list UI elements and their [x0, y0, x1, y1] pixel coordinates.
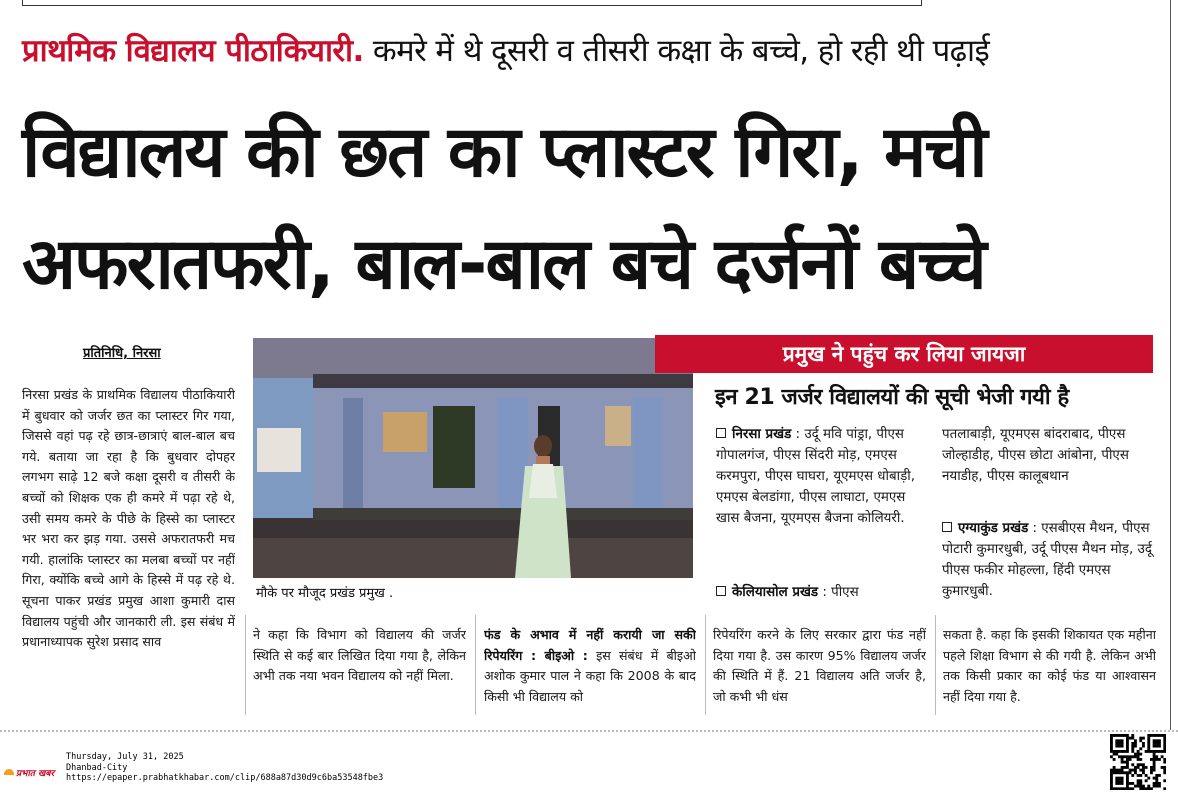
qr-module: [1163, 734, 1166, 737]
qr-module: [1126, 742, 1129, 745]
qr-module: [1115, 779, 1118, 782]
keliyasol-label: केलियासोल प्रखंड: [732, 585, 819, 600]
qr-module: [1153, 755, 1156, 758]
qr-module: [1155, 774, 1158, 777]
top-frame-line: [22, 0, 922, 6]
qr-module: [1126, 774, 1129, 777]
qr-module: [1123, 787, 1126, 790]
qr-module: [1155, 750, 1158, 753]
qr-module: [1134, 753, 1137, 756]
column-divider: [705, 615, 706, 715]
qr-module: [1126, 787, 1129, 790]
qr-module: [1137, 753, 1140, 756]
qr-module: [1131, 769, 1134, 772]
qr-module: [1121, 766, 1124, 769]
qr-module: [1147, 734, 1150, 737]
qr-module: [1147, 737, 1150, 740]
qr-module: [1123, 734, 1126, 737]
footer-divider: [0, 730, 1178, 734]
qr-module: [1139, 774, 1142, 777]
qr-module: [1153, 750, 1156, 753]
qr-module: [1161, 766, 1164, 769]
qr-module: [1131, 745, 1134, 748]
qr-module: [1126, 739, 1129, 742]
qr-module: [1113, 787, 1116, 790]
qr-module: [1155, 755, 1158, 758]
sun-logo-icon: [4, 769, 14, 775]
qr-module: [1115, 787, 1118, 790]
qr-code-icon[interactable]: [1110, 734, 1166, 790]
qr-module: [1150, 758, 1153, 761]
qr-module: [1139, 763, 1142, 766]
qr-module: [1121, 750, 1124, 753]
qr-module: [1153, 734, 1156, 737]
qr-module: [1147, 785, 1150, 788]
qr-module: [1123, 771, 1126, 774]
qr-module: [1110, 774, 1113, 777]
qr-module: [1161, 734, 1164, 737]
qr-module: [1137, 779, 1140, 782]
qr-module: [1142, 763, 1145, 766]
qr-module: [1150, 766, 1153, 769]
qr-module: [1158, 785, 1161, 788]
qr-module: [1126, 763, 1129, 766]
qr-module: [1131, 755, 1134, 758]
checkbox-bullet-icon: [716, 428, 726, 438]
byline: प्रतिनिधि, निरसा: [83, 346, 161, 361]
qr-module: [1142, 737, 1145, 740]
qr-module: [1158, 782, 1161, 785]
qr-module: [1126, 766, 1129, 769]
subheading-beo: फंड के अभाव में नहीं करायी जा सकी रिपेयरिंग : बीइओ :: [484, 627, 696, 663]
qr-module: [1134, 755, 1137, 758]
publisher-logo-text: प्रभात खबर: [16, 769, 55, 779]
qr-module: [1115, 777, 1118, 780]
qr-module: [1142, 766, 1145, 769]
school-photo-illustration: [253, 338, 693, 578]
qr-module: [1163, 769, 1166, 772]
column-divider: [245, 615, 246, 715]
qr-module: [1155, 782, 1158, 785]
column-divider: [475, 615, 476, 715]
clip-meta: [66, 752, 383, 784]
right-column-rule: [1170, 0, 1171, 730]
qr-module: [1131, 737, 1134, 740]
qr-module: [1139, 753, 1142, 756]
checkbox-bullet-icon: [716, 586, 726, 596]
qr-module: [1145, 787, 1148, 790]
checkbox-bullet-icon: [942, 522, 952, 532]
qr-module: [1155, 742, 1158, 745]
qr-module: [1121, 779, 1124, 782]
qr-module: [1139, 758, 1142, 761]
qr-module: [1161, 750, 1164, 753]
qr-module: [1153, 742, 1156, 745]
qr-module: [1158, 745, 1161, 748]
qr-module: [1139, 787, 1142, 790]
qr-module: [1110, 771, 1113, 774]
qr-module: [1134, 766, 1137, 769]
qr-module: [1118, 734, 1121, 737]
qr-module: [1115, 750, 1118, 753]
qr-module: [1153, 766, 1156, 769]
qr-module: [1110, 745, 1113, 748]
qr-module: [1139, 739, 1142, 742]
nirsa-schools: : उर्दू मवि पांड्रा, पीएस गोपालगंज, पीएस सिंदरी मोड़, एमएस करमपुरा, पीएस घाघरा, यूएमएस धोबाड़ी, एमएस बेलडांगा, पीएस लाघाटा, एमएस खास बैजना, यूएमएस बैजना कोलियरी.: [716, 427, 915, 526]
qr-module: [1126, 750, 1129, 753]
qr-module: [1137, 782, 1140, 785]
qr-module: [1110, 747, 1113, 750]
qr-module: [1126, 734, 1129, 737]
qr-module: [1163, 750, 1166, 753]
qr-module: [1118, 745, 1121, 748]
qr-module: [1110, 787, 1113, 790]
qr-module: [1121, 739, 1124, 742]
qr-module: [1129, 782, 1132, 785]
qr-module: [1118, 742, 1121, 745]
qr-module: [1126, 747, 1129, 750]
qr-module: [1126, 777, 1129, 780]
qr-module: [1163, 771, 1166, 774]
qr-module: [1158, 758, 1161, 761]
qr-module: [1155, 779, 1158, 782]
qr-module: [1115, 769, 1118, 772]
qr-module: [1113, 771, 1116, 774]
qr-module: [1126, 782, 1129, 785]
qr-module: [1153, 785, 1156, 788]
qr-module: [1110, 742, 1113, 745]
qr-module: [1158, 750, 1161, 753]
story-column-3: [484, 625, 696, 717]
qr-module: [1126, 758, 1129, 761]
qr-module: [1155, 734, 1158, 737]
qr-module: [1163, 787, 1166, 790]
story-column-4: रिपेयरिंग करने के लिए सरकार द्वारा फंड नहीं दिया गया है. उस कारण 95% विद्यालय जर्जर की स्थिति में हैं. 21 विद्यालय अति जर्जर है, जो कभी भी धंस: [713, 627, 926, 704]
qr-module: [1110, 777, 1113, 780]
qr-module: [1110, 739, 1113, 742]
qr-module: [1118, 782, 1121, 785]
qr-module: [1139, 779, 1142, 782]
qr-module: [1126, 737, 1129, 740]
qr-module: [1142, 785, 1145, 788]
qr-module: [1137, 750, 1140, 753]
qr-module: [1121, 782, 1124, 785]
qr-module: [1113, 766, 1116, 769]
qr-module: [1110, 750, 1113, 753]
qr-module: [1129, 758, 1132, 761]
qr-module: [1113, 734, 1116, 737]
qr-module: [1129, 771, 1132, 774]
qr-module: [1113, 758, 1116, 761]
qr-module: [1115, 739, 1118, 742]
qr-module: [1113, 750, 1116, 753]
publisher-logo: [4, 766, 54, 779]
qr-module: [1131, 763, 1134, 766]
qr-module: [1163, 739, 1166, 742]
qr-module: [1131, 787, 1134, 790]
qr-module: [1155, 745, 1158, 748]
qr-module: [1131, 742, 1134, 745]
qr-module: [1134, 745, 1137, 748]
qr-module: [1153, 753, 1156, 756]
qr-module: [1150, 734, 1153, 737]
qr-module: [1129, 787, 1132, 790]
qr-module: [1153, 777, 1156, 780]
qr-module: [1153, 739, 1156, 742]
kicker-text: कमरे में थे दूसरी व तीसरी कक्षा के बच्चे, हो रही थी पढ़ाई: [363, 33, 990, 69]
qr-module: [1155, 758, 1158, 761]
story-column-3-text: इस संबंध में बीइओ अशोक कुमार पाल ने कहा कि 2008 के बाद किसी भी विद्यालय को: [484, 647, 696, 704]
qr-module: [1121, 771, 1124, 774]
headline: [22, 96, 1167, 320]
qr-module: [1163, 747, 1166, 750]
qr-module: [1145, 766, 1148, 769]
qr-module: [1153, 758, 1156, 761]
qr-module: [1158, 774, 1161, 777]
qr-module: [1110, 734, 1113, 737]
qr-module: [1129, 769, 1132, 772]
qr-module: [1129, 755, 1132, 758]
qr-module: [1145, 779, 1148, 782]
qr-module: [1158, 739, 1161, 742]
qr-module: [1142, 742, 1145, 745]
keliyasol-schools-start: : पीएस: [818, 585, 859, 600]
sidebar-banner: प्रमुख ने पहुंच कर लिया जायजा: [655, 335, 1153, 373]
qr-module: [1134, 739, 1137, 742]
story-column-5: सकता है. कहा कि इसकी शिकायत एक महीना पहले शिक्षा विभाग से की गयी है. लेकिन अभी तक किसी प्रकार का कोई फंड या आश्वासन नहीं दिया गया है.: [943, 627, 1156, 704]
headline-line-1: विद्यालय की छत का प्लास्टर गिरा, मची: [22, 110, 986, 193]
qr-module: [1137, 785, 1140, 788]
qr-module: [1142, 745, 1145, 748]
qr-module: [1142, 787, 1145, 790]
qr-module: [1142, 771, 1145, 774]
qr-module: [1110, 779, 1113, 782]
qr-module: [1110, 737, 1113, 740]
qr-module: [1131, 782, 1134, 785]
nirsa-label: निरसा प्रखंड: [732, 427, 792, 442]
qr-module: [1121, 761, 1124, 764]
qr-module: [1118, 750, 1121, 753]
qr-module: [1147, 750, 1150, 753]
qr-module: [1150, 787, 1153, 790]
qr-module: [1118, 769, 1121, 772]
qr-module: [1137, 758, 1140, 761]
qr-module: [1155, 785, 1158, 788]
qr-module: [1123, 755, 1126, 758]
qr-module: [1115, 782, 1118, 785]
column-divider: [935, 615, 936, 715]
qr-module: [1126, 771, 1129, 774]
photo-caption: मौके पर मौजूद प्रखंड प्रमुख .: [256, 586, 394, 601]
qr-module: [1118, 755, 1121, 758]
qr-module: [1115, 745, 1118, 748]
qr-module: [1115, 734, 1118, 737]
qr-module: [1153, 745, 1156, 748]
qr-module: [1113, 769, 1116, 772]
qr-module: [1110, 785, 1113, 788]
qr-module: [1139, 769, 1142, 772]
qr-module: [1126, 755, 1129, 758]
qr-module: [1150, 769, 1153, 772]
qr-module: [1139, 737, 1142, 740]
qr-module: [1139, 782, 1142, 785]
qr-module: [1163, 742, 1166, 745]
qr-module: [1147, 739, 1150, 742]
clip-edition: Dhanbad-City: [66, 762, 128, 773]
keliyasol-block-continued: पतलाबाड़ी, यूएमएस बांदराबाद, पीएस जोल्हाडीह, पीएस छोटा आंबोना, पीएस नयाडीह, पीएस कालूबथान: [942, 427, 1129, 484]
qr-module: [1139, 747, 1142, 750]
qr-module: [1153, 761, 1156, 764]
qr-module: [1163, 737, 1166, 740]
egyarkund-label: एग्याकुंड प्रखंड: [958, 521, 1029, 536]
qr-module: [1153, 763, 1156, 766]
qr-module: [1163, 758, 1166, 761]
qr-module: [1134, 785, 1137, 788]
qr-module: [1110, 782, 1113, 785]
qr-module: [1158, 742, 1161, 745]
qr-module: [1121, 755, 1124, 758]
qr-module: [1123, 766, 1126, 769]
qr-module: [1142, 769, 1145, 772]
qr-module: [1147, 742, 1150, 745]
qr-module: [1118, 739, 1121, 742]
qr-module: [1126, 761, 1129, 764]
qr-module: [1126, 785, 1129, 788]
qr-module: [1134, 769, 1137, 772]
qr-module: [1163, 779, 1166, 782]
nirsa-block-list: [716, 424, 928, 529]
qr-module: [1131, 747, 1134, 750]
qr-module: [1121, 745, 1124, 748]
qr-module: [1118, 787, 1121, 790]
qr-module: [1115, 742, 1118, 745]
qr-module: [1147, 777, 1150, 780]
qr-module: [1129, 737, 1132, 740]
qr-module: [1155, 739, 1158, 742]
qr-module: [1153, 782, 1156, 785]
qr-module: [1121, 769, 1124, 772]
qr-module: [1134, 771, 1137, 774]
qr-module: [1150, 771, 1153, 774]
qr-code-graphic: [1110, 734, 1166, 790]
qr-module: [1137, 755, 1140, 758]
egyarkund-schools: : एसबीएस मैथन, पीएस पोटारी कुमारधुबी, उर्दू पीएस मैथन मोड़, उर्दू पीएस फकीर मोहल्ला, हिंदी एमएस कुमारधुबी.: [942, 521, 1152, 599]
keliyasol-block-list: [716, 582, 928, 603]
egyarkund-block-list: [942, 518, 1157, 602]
qr-module: [1121, 742, 1124, 745]
kicker-line: [22, 28, 1162, 74]
qr-module: [1161, 755, 1164, 758]
qr-module: [1118, 779, 1121, 782]
qr-module: [1110, 755, 1113, 758]
qr-module: [1121, 787, 1124, 790]
qr-module: [1158, 734, 1161, 737]
qr-module: [1147, 745, 1150, 748]
qr-module: [1126, 745, 1129, 748]
qr-module: [1147, 787, 1150, 790]
qr-module: [1121, 734, 1124, 737]
qr-module: [1150, 750, 1153, 753]
qr-module: [1155, 777, 1158, 780]
qr-module: [1137, 774, 1140, 777]
story-column-1: निरसा प्रखंड के प्राथमिक विद्यालय पीठाकियारी में बुधवार को जर्जर छत का प्लास्टर गिर गया, जिससे वहां पढ़ रहे छात्र-छात्राएं बाल-बाल बच गये. बताया जा रहा है कि बुधवार दोपहर लगभग साढ़े 12 बजे कक्षा दूसरी व तीसरी के बच्चों को शिक्षक एक ही कमरे में पढ़ा रहे थे, उसी समय कमरे के पीछे के हिस्से का प्लास्टर भर भरा कर झड़ गया. उससे अफरातफरी मच गयी. हालांकि प्लास्टर का मलबा बच्चों पर नहीं गिरा, क्योंकि बच्चे आगे के हिस्से में पढ़ रहे थे. सूचना पाकर प्रखंड प्रमुख आशा कुमारी दास विद्यालय पहुंची और जानकारी ली. इस संबंध में प्रधानाध्यापक सुरेश प्रसाद साव: [22, 387, 235, 650]
qr-module: [1113, 753, 1116, 756]
qr-module: [1147, 747, 1150, 750]
qr-module: [1153, 769, 1156, 772]
kicker-location: प्राथमिक विद्यालय पीठाकियारी.: [22, 33, 364, 69]
qr-module: [1163, 766, 1166, 769]
headline-line-2: अफरातफरी, बाल-बाल बचे दर्जनों बच्चे: [22, 222, 985, 305]
qr-module: [1115, 753, 1118, 756]
qr-module: [1131, 734, 1134, 737]
qr-module: [1126, 779, 1129, 782]
sidebar-heading: इन 21 जर्जर विद्यालयों की सूची भेजी गयी है: [715, 385, 1069, 410]
qr-module: [1121, 777, 1124, 780]
qr-module: [1137, 763, 1140, 766]
news-photo: [253, 338, 693, 578]
qr-module: [1121, 758, 1124, 761]
story-column-2: ने कहा कि विभाग को विद्यालय की जर्जर स्थिति से कई बार लिखित दिया गया है, लेकिन अभी तक नया भवन विद्यालय को नहीं मिला.: [253, 627, 466, 684]
qr-module: [1145, 774, 1148, 777]
qr-module: [1123, 750, 1126, 753]
qr-module: [1118, 771, 1121, 774]
qr-module: [1118, 777, 1121, 780]
qr-module: [1163, 761, 1166, 764]
qr-module: [1131, 750, 1134, 753]
qr-module: [1115, 771, 1118, 774]
clip-date: Thursday, July 31, 2025: [66, 752, 184, 762]
qr-module: [1110, 769, 1113, 772]
clip-url[interactable]: https://epaper.prabhatkhabar.com/clip/688a87d30d9c6ba53548fbe3: [66, 773, 384, 783]
qr-module: [1163, 745, 1166, 748]
qr-module: [1137, 766, 1140, 769]
qr-module: [1123, 761, 1126, 764]
qr-module: [1139, 785, 1142, 788]
qr-module: [1134, 742, 1137, 745]
qr-module: [1131, 774, 1134, 777]
qr-module: [1145, 750, 1148, 753]
